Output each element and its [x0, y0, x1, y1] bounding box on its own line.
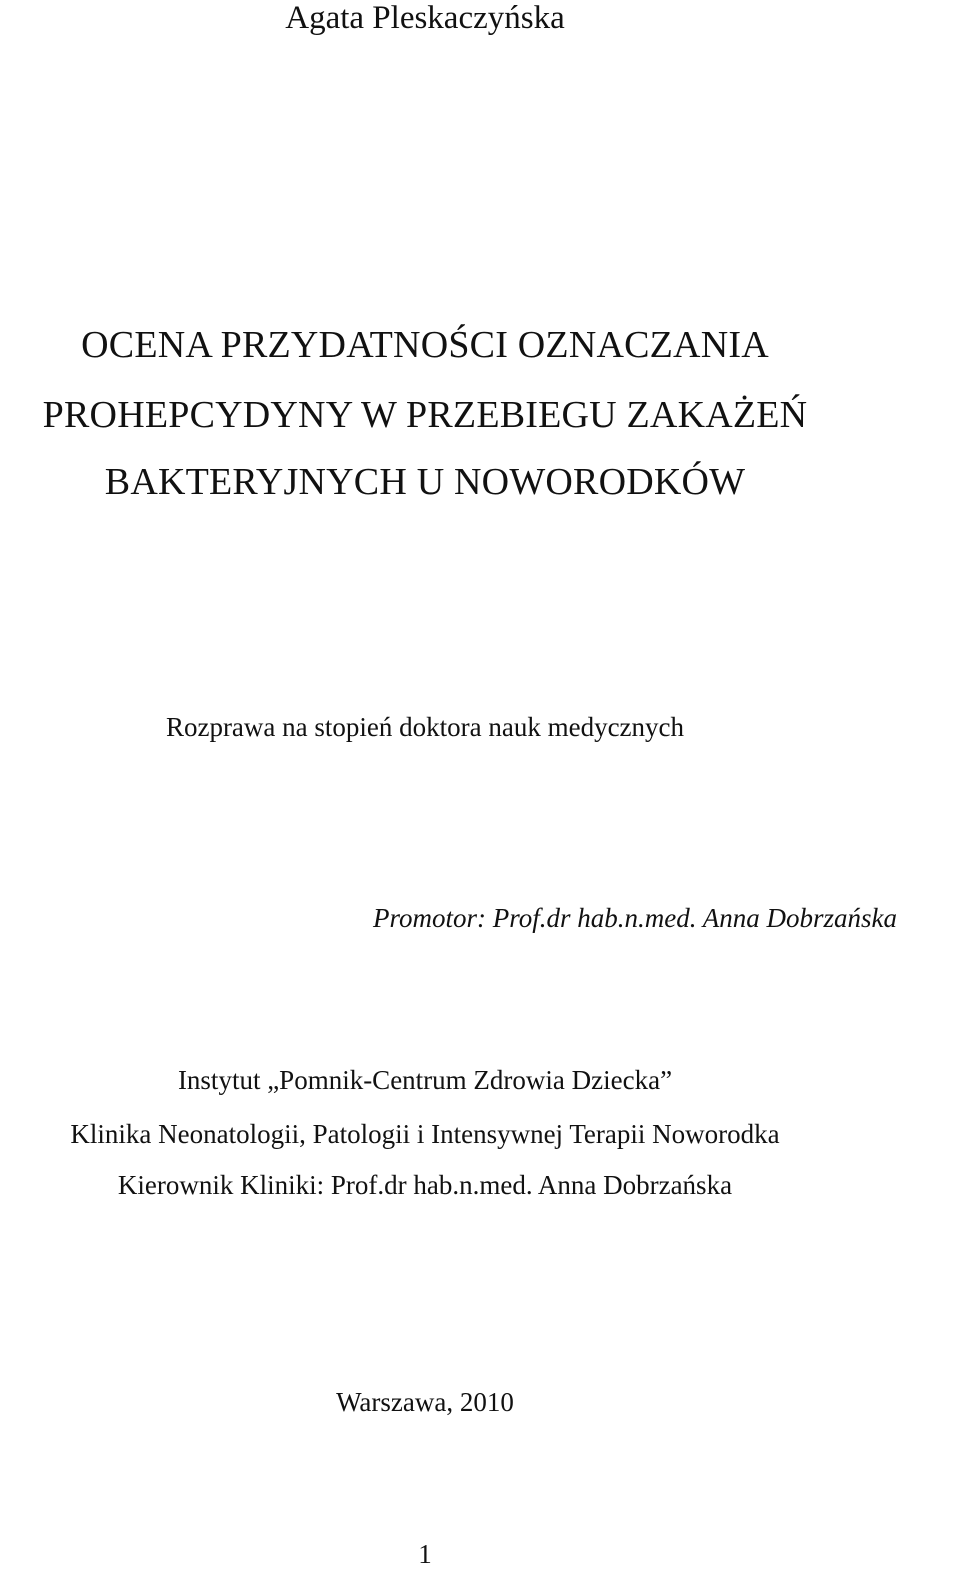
- thesis-title-line: PROHEPCYDYNY W PRZEBIEGU ZAKAŻEŃ: [42, 394, 808, 436]
- thesis-title-line: OCENA PRZYDATNOŚCI OZNACZANIA: [81, 324, 769, 366]
- promotor: Promotor: Prof.dr hab.n.med. Anna Dobrzańska: [373, 903, 897, 933]
- degree-statement: Rozprawa na stopień doktora nauk medycznych: [165, 712, 685, 742]
- author-name: Agata Pleskaczyńska: [285, 0, 565, 36]
- institution-line: Klinika Neonatologii, Patologii i Intensywnej Terapii Noworodka: [70, 1119, 780, 1149]
- thesis-title-line: BAKTERYJNYCH U NOWORODKÓW: [104, 461, 746, 503]
- place-date: Warszawa, 2010: [336, 1387, 514, 1417]
- institution-line: Kierownik Kliniki: Prof.dr hab.n.med. Anna Dobrzańska: [117, 1170, 733, 1200]
- institution-line: Instytut „Pomnik-Centrum Zdrowia Dziecka”: [177, 1065, 673, 1095]
- page-number: 1: [418, 1539, 432, 1569]
